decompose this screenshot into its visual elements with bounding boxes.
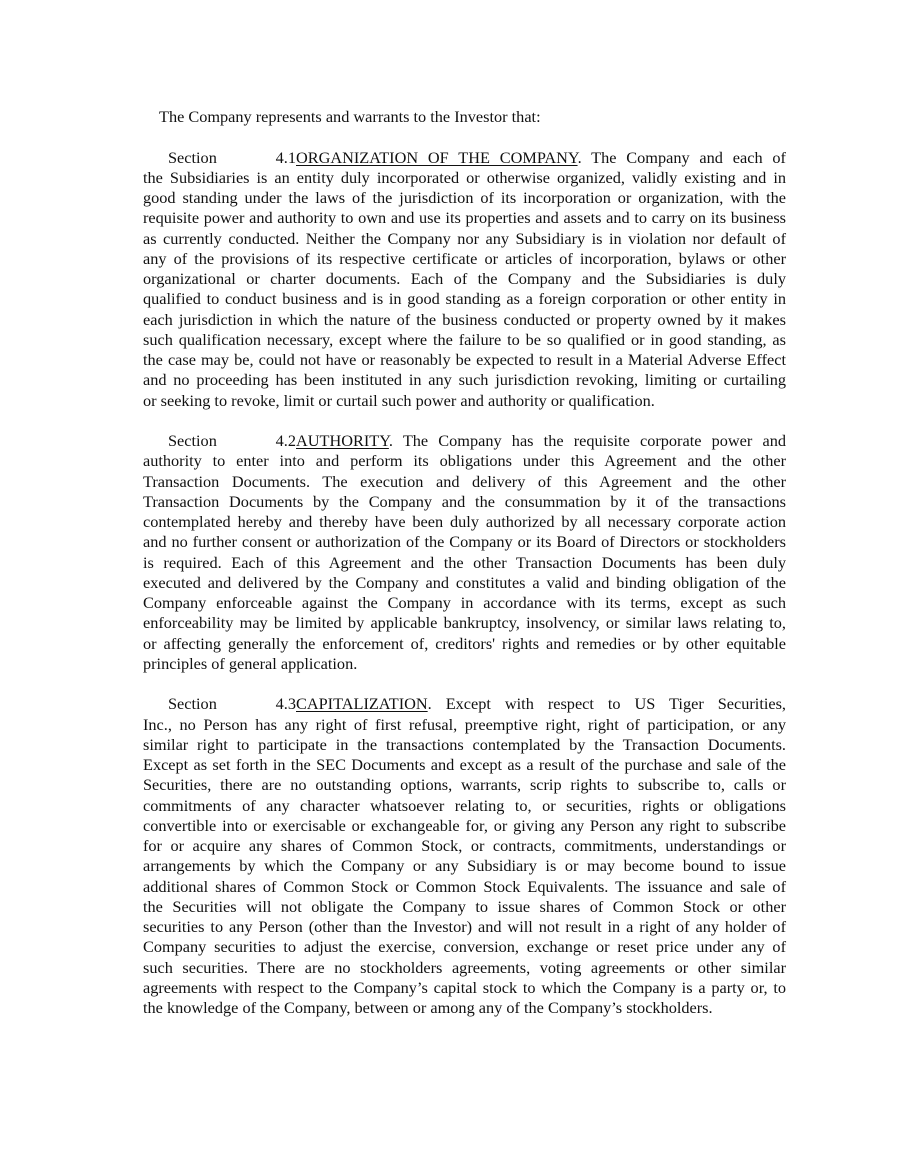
section-2 <box>143 431 786 674</box>
section-text-line: Transaction Documents by the Company and the consummation by it of the transactions <box>143 491 786 511</box>
section-text-line: each jurisdiction in which the nature of the business conducted or property owned by it makes <box>143 309 786 329</box>
section-text-line: such qualification necessary, except where the failure to be so qualified or in good standing, as <box>143 329 786 349</box>
intro-text: The Company represents and warrants to the Investor that: <box>159 107 541 126</box>
document-page <box>143 107 786 1018</box>
section-text-line: principles of general application. <box>143 653 358 673</box>
section-text-line: Transaction Documents. The execution and delivery of this Agreement and the other <box>143 471 786 491</box>
section-text-line: Except as set forth in the SEC Documents and except as a result of the purchase and sale of the <box>143 755 786 774</box>
section-text-line: enforceability may be limited by applicable bankruptcy, insolvency, or similar laws relating to, <box>143 613 786 633</box>
section-text-line: organizational or charter documents. Each of the Company and the Subsidiaries is duly <box>143 269 786 288</box>
section-text-line: convertible into or exercisable or exchangeable for, or giving any Person any right to subscribe <box>143 815 786 835</box>
section-text-line: or seeking to revoke, limit or curtail such power and authority or qualification. <box>143 390 655 410</box>
section-first-line <box>143 694 786 714</box>
section-text-line: Inc., no Person has any right of first refusal, preemptive right, right of participation, or any <box>143 714 786 734</box>
section-text-line: the case may be, could not have or reasonably be expected to result in a Material Adverse Effect <box>143 350 786 369</box>
section-text-line: authority to enter into and perform its obligations under this Agreement and the other <box>143 451 786 471</box>
section-text-line: and no further consent or authorization of the Company or its Board of Directors or stockholders <box>143 532 786 552</box>
section-text-line: the knowledge of the Company, between or among any of the Company’s stockholders. <box>143 998 713 1017</box>
section-text-line: is required. Each of this Agreement and the other Transaction Documents has been duly <box>143 552 786 572</box>
section-text-line: as currently conducted. Neither the Company nor any Subsidiary is in violation nor default of <box>143 228 786 248</box>
section-text-line: requisite power and authority to own and use its properties and assets and to carry on its business <box>143 208 786 228</box>
section-text-line: similar right to participate in the transactions contemplated by the Transaction Documents. <box>143 734 786 754</box>
section-first-line <box>143 148 786 168</box>
section-text-line: for or acquire any shares of Common Stock, or contracts, commitments, understandings or <box>143 836 786 855</box>
section-text-line: the Subsidiaries is an entity duly incorporated or otherwise organized, validly existing and in <box>143 167 786 187</box>
section-text-line: contemplated hereby and thereby have been duly authorized by all necessary corporate action <box>143 512 786 531</box>
section-text-line: arrangements by which the Company or any Subsidiary is or may become bound to issue <box>143 856 786 876</box>
section-text-line: commitments of any character whatsoever relating to, or securities, rights or obligations <box>143 795 786 815</box>
section-text-line: additional shares of Common Stock or Common Stock Equivalents. The issuance and sale of <box>143 876 786 896</box>
section-label: Section 4.3 <box>168 694 296 714</box>
section-heading: ORGANIZATION OF THE COMPANY <box>296 147 578 167</box>
section-label: Section 4.1 <box>168 147 296 167</box>
section-text-line: good standing under the laws of the jurisdiction of its incorporation or organization, with the <box>143 188 786 207</box>
section-text-line: Company enforceable against the Company in accordance with its terms, except as such <box>143 593 786 612</box>
section-first-line <box>143 431 786 451</box>
section-text-line: the Securities will not obligate the Company to issue shares of Common Stock or other <box>143 896 786 916</box>
section-text-line: or affecting generally the enforcement of, creditors' rights and remedies or by other equitable <box>143 633 786 653</box>
section-heading: AUTHORITY <box>296 431 389 450</box>
section-text-line: such securities. There are no stockholders agreements, voting agreements or other similar <box>143 957 786 977</box>
section-label: Section 4.2 <box>168 431 296 450</box>
section-text-line: qualified to conduct business and is in good standing as a foreign corporation or other entity in <box>143 289 786 309</box>
section-3 <box>143 694 786 1018</box>
section-text-line: Company securities to adjust the exercise, conversion, exchange or reset price under any of <box>143 937 786 957</box>
section-text-line: Securities, there are no outstanding options, warrants, scrip rights to subscribe to, calls or <box>143 775 786 795</box>
section-text-line: securities to any Person (other than the Investor) and will not result in a right of any holder of <box>143 917 786 936</box>
section-first-text: . The Company has the requisite corporate power and <box>388 431 786 450</box>
section-text-line: executed and delivered by the Company and constitutes a valid and binding obligation of the <box>143 572 786 592</box>
section-first-text: . The Company and each of <box>577 147 786 167</box>
section-text-line: any of the provisions of its respective certificate or articles of incorporation, bylaws or other <box>143 248 786 268</box>
section-first-text: . Except with respect to US Tiger Securities, <box>427 694 786 714</box>
section-text-line: and no proceeding has been instituted in any such jurisdiction revoking, limiting or curtailing <box>143 370 786 390</box>
sections <box>143 148 786 1019</box>
section-heading: CAPITALIZATION <box>296 694 428 714</box>
section-1 <box>143 148 786 411</box>
section-text-line: agreements with respect to the Company’s capital stock to which the Company is a party or, to <box>143 977 786 997</box>
